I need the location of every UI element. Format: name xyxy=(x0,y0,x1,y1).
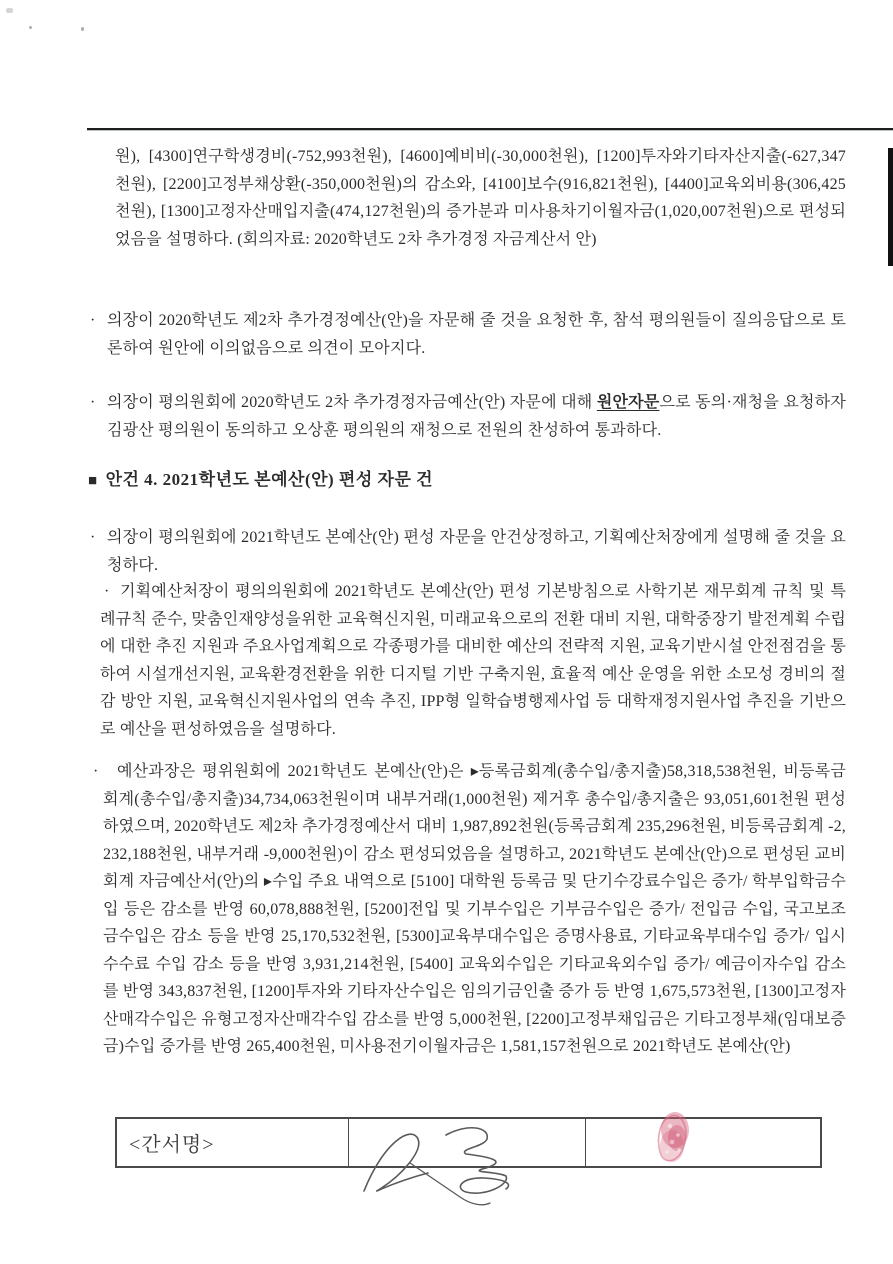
signature-table-signature-cell xyxy=(349,1119,586,1166)
scan-speck xyxy=(6,8,13,13)
paragraph-budget-detail-figures: 예산과장은 평위원회에 2021학년도 본예산(안)은 ▸등록금회계(총수입/총지출)58,318,538천원, 비등록금회계(총수입/총지출)34,734,063천원이며 내부거래(1,000천원) 제거후 총수입/총지출은 93,051,601천원 편성하였으며, 2020학년도 제2차 추가경정예산서 대비 1,987,892천원(등록금회계 235,296천원, 비등록금회계 -2,232,188천원, 내부거래 -9,000천원)이 감소 편성되었음을 설명하고, 2021학년도 본예산(안)으로 편성된 교비회계 자금예산서(안)의 ▸수입 주요 내역으로 [5100] 대학원 등록금 및 단기수강료수입은 증가/ 학부입학금수입 등은 감소를 반영 60,078,888천원, [5200]전입 및 기부수입은 기부금수입은 증가/ 전입금 수입, 국고보조금수입은 감소 등을 반영 25,170,532천원, [5300]교육부대수입은 증명사용료, 기타교육부대수입 증가/ 입시수수료 수입 감소 등을 반영 3,931,214천원, [5400] 교육외수입은 기타교육외수입 증가/ 예금이자수입 감소를 반영 343,837천원, [1200]투자와 기타자산수입은 임의기금인출 증가 등 반영 1,675,573천원, [1300]고정자산매각수입은 유형고정자산매각수입 감소를 반영 5,000천원, [2200]고정부채입금은 기타고정부채(임대보증금)수입 증가를 반영 265,400천원, 미사용전기이월자금은 1,581,157천원으로 2021학년도 본예산(안) xyxy=(103,763,846,1055)
motion-text-after: 으로 동의·재청을 요청하자 김광산 평의원이 동의하고 오상훈 평의원의 재청으로 전원의 찬성하여 통과하다. xyxy=(107,394,846,439)
paragraph-chair-request-advice: 의장이 2020학년도 제2차 추가경정예산(안)을 자문해 줄 것을 요청한 후, 참석 평의원들이 질의응답으로 토론하여 원안에 이의없음으로 의견이 모아지다. xyxy=(107,312,846,357)
paragraph-chair-agenda-presentation: 의장이 평의원회에 2021학년도 본예산(안) 편성 자문을 안건상정하고, 기획예산처장에게 설명해 줄 것을 요청하다. xyxy=(107,529,846,574)
bullet-marker: · xyxy=(90,529,96,546)
bullet-marker: · xyxy=(90,394,96,411)
paragraph-budget-adjustment-continuation: 원), [4300]연구학생경비(-752,993천원), [4600]예비비(-30,000천원), [1200]투자와기타자산지출(-627,347천원), [2200]고정부채상환(-350,000천원)의 감소와, [4100]보수(916,821천원), [4400]교육외비용(306,425천원), [1300]고정자산매입지출(474,127천원)의 증가분과 미사용차기이월자금(1,020,007천원)으로 편성되었음을 설명하다. (회의자료: 2020학년도 2차 추가경정 자금계산서 안) xyxy=(115,148,846,248)
bullet-marker: · xyxy=(90,312,96,329)
scan-edge-artifact xyxy=(888,148,893,266)
header-divider-rule xyxy=(87,128,893,131)
ganseomyeong-label: <간서명> xyxy=(129,1134,215,1156)
motion-emphasis-wonanjamun: 원안자문 xyxy=(596,394,660,411)
scan-speck xyxy=(29,26,32,29)
agenda-4-heading xyxy=(88,465,846,490)
scan-speck xyxy=(81,27,84,31)
signature-table-label-cell xyxy=(117,1119,349,1166)
paragraph-motion-passed xyxy=(107,389,846,444)
sub-bullet-marker: · xyxy=(104,583,110,600)
signature-table-stamp-cell xyxy=(586,1119,820,1166)
black-square-icon: ■ xyxy=(88,473,98,489)
signature-table xyxy=(115,1117,822,1168)
sub-bullet-marker: · xyxy=(93,763,99,780)
agenda-4-heading-text: 안건 4. 2021학년도 본예산(안) 편성 자문 건 xyxy=(105,470,434,489)
paragraph-budget-policy-explanation: 기획예산처장이 평의의원회에 2021학년도 본예산(안) 편성 기본방침으로 사학기본 재무회계 규칙 및 특례규칙 준수, 맞춤인재양성을위한 교육혁신지원, 미래교육으로의 전환 대비 지원, 대학중장기 발전계획 수립에 대한 추진 지원과 주요사업계획으로 각종평가를 대비한 예산의 전략적 지원, 교육기반시설 안전점검을 통하여 시설개선지원, 교육환경전환을 위한 디지털 기반 구축지원, 효율적 예산 운영을 위한 소모성 경비의 절감 방안 지원, 교육혁신지원사업의 연속 추진, IPP형 일학습병행제사업 등 대학재정지원사업 추진을 기반으로 예산을 편성하였음을 설명하다. xyxy=(100,583,846,738)
motion-text-before: 의장이 평의원회에 2020학년도 2차 추가경정자금예산(안) 자문에 대해 xyxy=(107,394,597,411)
